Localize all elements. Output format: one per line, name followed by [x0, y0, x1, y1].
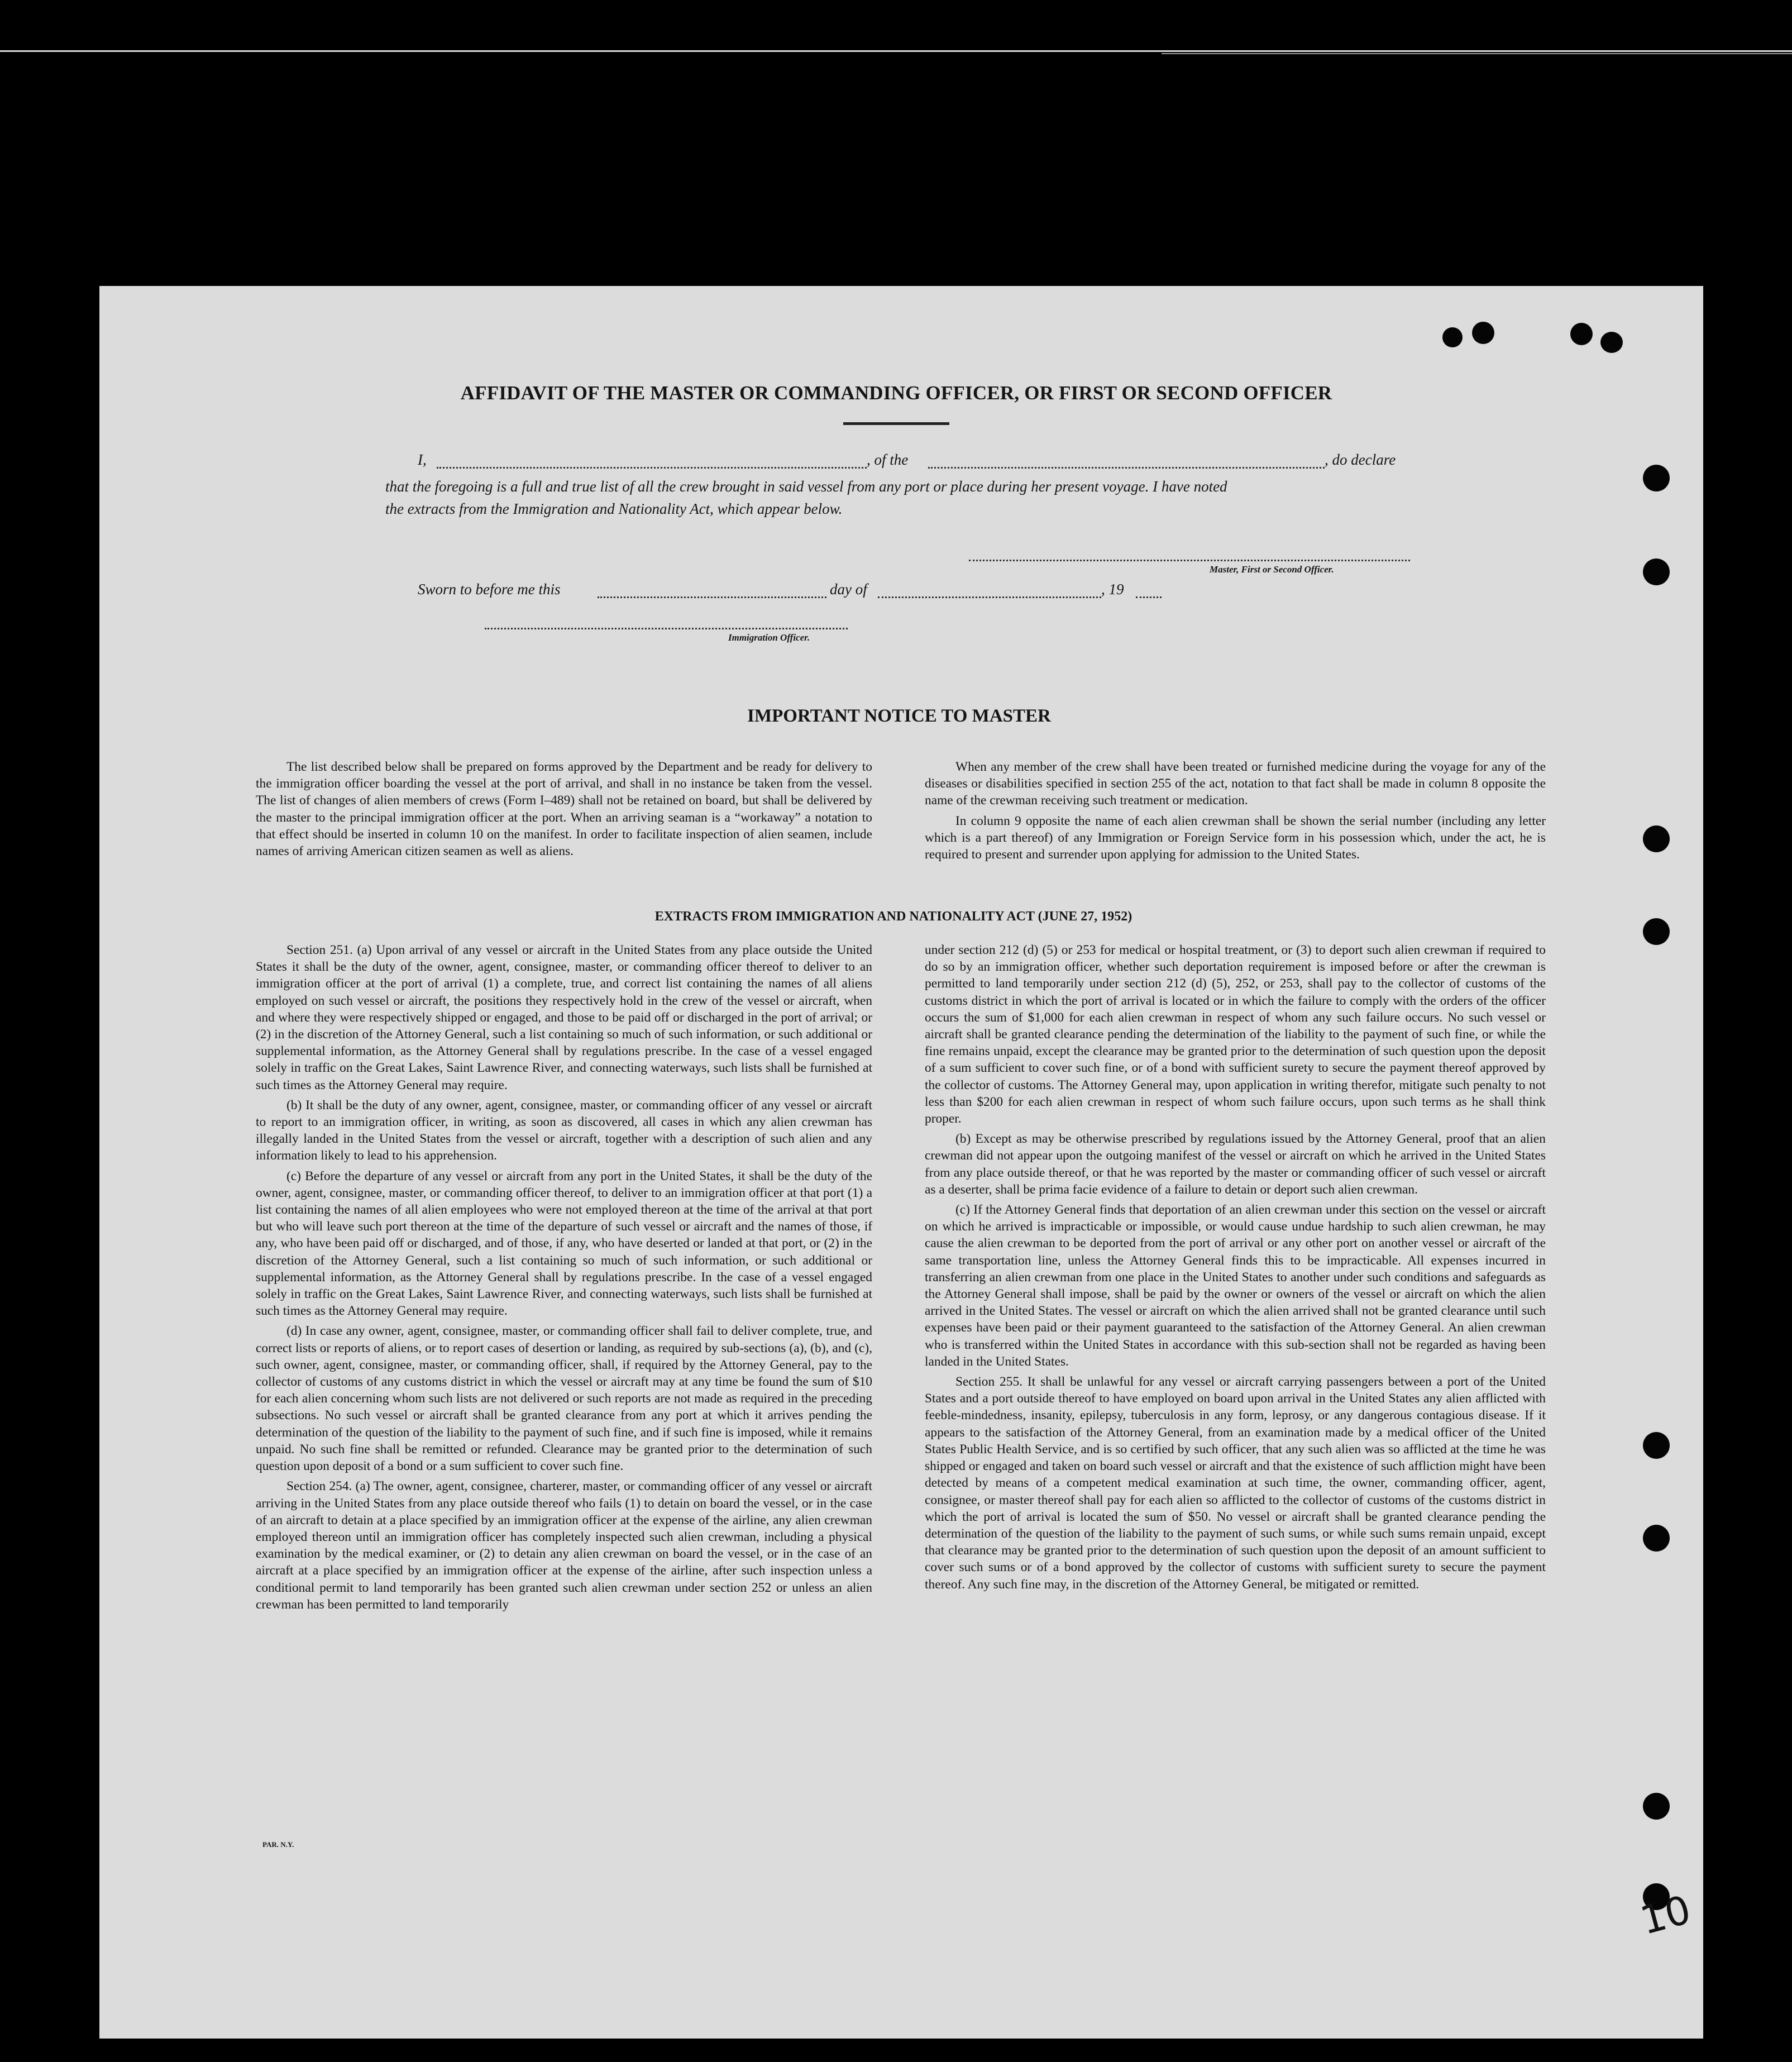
- extracts-left-column: [256, 942, 872, 1616]
- punch-hole: [1643, 1793, 1670, 1820]
- statute-paragraph: under section 212 (d) (5) or 253 for medical or hospital treatment, or (3) to deport such alien crewman if required to do so by an immigration officer, whether such deportation requirement is imposed before or after the crewman is permitted to land temporarily under section 212 (d) (5), 252, or 253, shall pay to the collector of customs of the customs district in which the port of arrival is located or in which the failure to comply with the orders of the officer occurs the sum of $1,000 for each alien crewman in respect of whom any such failure occurs. No such vessel or aircraft shall be granted clearance pending the determination of the liability to the payment of such fine, or while the fine remains unpaid, except the clearance may be granted prior to the determination of such question upon the deposit of a sum sufficient to cover such fine, or of a bond with sufficient surety to secure the payment thereof approved by the collector of customs. The Attorney General may, upon application in writing therefor, mitigate such penalty to not less than $200 for each alien crewman in respect of whom such failure occurs, upon such terms as he shall think proper.: [925, 943, 1546, 1127]
- title-rule: [843, 422, 949, 425]
- ink-blot: [1570, 323, 1593, 345]
- day-of-label: day of: [830, 581, 867, 598]
- notice-paragraph: In column 9 opposite the name of each alien crewman shall be shown the serial number (including any letter which is a part thereof) of any Immigration or Foreign Service form in his possession which, under the act, he is required to present and surrender upon applying for admission to the United States.: [925, 813, 1546, 862]
- notice-title: IMPORTANT NOTICE TO MASTER: [747, 706, 1051, 726]
- sworn-year-field[interactable]: [1136, 596, 1162, 598]
- statute-paragraph: (c) If the Attorney General finds that deportation of an alien crewman under this section on the vessel or aircraft on which he arrived is impracticable or impossible, or would cause undue hardship to such alien crewman, he may cause the alien crewman to be deported from the port of arrival or any other port on another vessel or aircraft of the same transportation line, unless the Attorney General finds this to be impracticable. All expenses incurred in transferring an alien crewman from one place in the United States to another under such conditions and safeguards as the Attorney General shall impose, shall be paid by the owner or owners of the vessel or aircraft on which the alien arrived in the United States. The vessel or aircraft on which the alien arrived shall not be granted clearance until such expenses have been paid or their payment guaranteed to the satisfaction of the Attorney General. An alien crewman who is transferred within the United States in accordance with this sub-section shall not be regarded as having been landed in the United States.: [925, 1202, 1546, 1369]
- ink-blot: [1472, 322, 1494, 344]
- notice-paragraph: When any member of the crew shall have been treated or furnished medicine during the voyage for any of the diseases or disabilities specified in section 255 of the act, notation to that fact shall be made in column 8 opposite the name of the crewman receiving such treatment or medication.: [925, 760, 1546, 808]
- signature-caption: Master, First or Second Officer.: [1210, 564, 1334, 575]
- statute-paragraph: (b) It shall be the duty of any owner, agent, consignee, master, or commanding officer of any vessel or aircraft to report to an immigration officer, in writing, as soon as discovered, all cases in which any alien crewman has illegally landed in the United States from the vessel or aircraft, together with a description of such alien and any information likely to lead to his apprehension.: [256, 1097, 872, 1163]
- officer-signature-field[interactable]: [969, 560, 1410, 561]
- of-the-label: , of the: [867, 451, 909, 468]
- printer-mark: PAR. N.Y.: [262, 1840, 294, 1849]
- year-label: , 19: [1101, 581, 1124, 598]
- punch-hole: [1643, 559, 1670, 585]
- notice-left-column: [256, 758, 872, 863]
- declarant-label: I,: [418, 451, 427, 468]
- declarant-name-field[interactable]: [437, 467, 867, 469]
- ink-blot: [1600, 332, 1623, 353]
- punch-hole: [1643, 918, 1670, 945]
- notice-right-column: [925, 758, 1546, 866]
- declare-label: , do declare: [1325, 451, 1396, 468]
- extracts-right-column: [925, 942, 1546, 1596]
- declaration-line-2: that the foregoing is a full and true list of all the crew brought in said vessel from any port or place during her present voyage. I have noted: [385, 478, 1227, 495]
- notice-paragraph: The list described below shall be prepared on forms approved by the Department and be ready for delivery to the immigration officer boarding the vessel at the port of arrival, and shall in no instance be taken from the vessel. The list of changes of alien members of crews (Form I–489) shall not be retained on board, but shall be delivered by the master to the principal immigration officer at the port. When an arriving seaman is a “workaway” a notation to that effect should be inserted in column 10 on the manifest. In order to facilitate inspection of alien seamen, include names of arriving American citizen seamen as well as aliens.: [256, 760, 872, 859]
- affidavit-title: AFFIDAVIT OF THE MASTER OR COMMANDING OFFICER, OR FIRST OR SECOND OFFICER: [460, 382, 1332, 404]
- statute-paragraph: (c) Before the departure of any vessel or aircraft from any port in the United States, it shall be the duty of the owner, agent, consignee, master, or commanding officer thereof, to deliver to an immigration officer at that port (1) a list containing the names of all alien employees who were not employed thereon at the time of the arrival at that port but who will leave such port thereon at the time of the departure of such vessel or aircraft and the names of those, if any, who have been paid off or discharged, and of those, if any, who have deserted or landed at that port, or (2) in the discretion of the Attorney General, such a list containing so much of such information, or such additional or supplemental information, as the Attorney General shall by regulations prescribe. In the case of a vessel engaged solely in traffic on the Great Lakes, Saint Lawrence River, and connecting waterways, such lists shall be furnished at such times as the Attorney General may require.: [256, 1168, 872, 1319]
- ink-blot: [1442, 327, 1463, 347]
- punch-hole: [1643, 1432, 1670, 1459]
- film-edge-line: [1162, 53, 1792, 54]
- punch-hole: [1643, 465, 1670, 491]
- statute-paragraph: Section 255. It shall be unlawful for any vessel or aircraft carrying passengers between a port of the United States and a port outside thereof to have employed on board upon arrival in the United States any alien afflicted with feeble-mindedness, insanity, epilepsy, tuberculosis in any form, leprosy, or any dangerous contagious disease. If it appears to the satisfaction of the Attorney General, from an examination made by a medical officer of the United States Public Health Service, and is so certified by such officer, that any such alien was so afflicted at the time he was shipped or engaged and taken on board such vessel or aircraft and that the existence of such affliction might have been detected by means of a competent medical examination at such time, the owner, commanding officer, agent, consignee, or master thereof shall pay for each alien so afflicted to the collector of customs of the customs district in which the port of arrival is located the sum of $50. No vessel or aircraft shall be granted clearance pending the determination of the question of the liability to the payment of such sums, or while such sums remain unpaid, except that clearance may be granted prior to the determination of such question upon the deposit of an amount sufficient to cover such sums or of a bond approved by the collector of customs with sufficient surety to secure the payment thereof. Any such fine may, in the discretion of the Attorney General, be mitigated or remitted.: [925, 1374, 1546, 1592]
- vessel-name-field[interactable]: [928, 467, 1325, 469]
- statute-paragraph: (d) In case any owner, agent, consignee, master, or commanding officer shall fail to deliver complete, true, and correct lists or reports of aliens, or to report cases of desertion or landing, as required by sub-sections (a), (b), and (c), such owner, agent, consignee, master, or commanding officer, shall, if required by the Attorney General, pay to the collector of customs of any customs district in which the vessel or aircraft may at any time be found the sum of $10 for each alien concerning whom such lists are not delivered or such reports are not made as required in the preceding subsections. No such vessel or aircraft shall be granted clearance from any port at which it arrives pending the determination of the question of the liability to the payment of such fine, and if such fine is imposed, while it remains unpaid. No such fine shall be remitted or refunded. Clearance may be granted prior to the determination of such question upon deposit of a bond or a sum sufficient to cover such fine.: [256, 1324, 872, 1474]
- declaration-line-3: the extracts from the Immigration and Nationality Act, which appear below.: [385, 500, 843, 517]
- immigration-officer-signature-field[interactable]: [485, 628, 848, 629]
- punch-hole: [1643, 825, 1670, 852]
- sworn-day-field[interactable]: [598, 596, 826, 598]
- handwritten-page-number: 10: [1635, 1886, 1696, 1944]
- statute-paragraph: (b) Except as may be otherwise prescribed by regulations issued by the Attorney General, proof that an alien crewman did not appear upon the outgoing manifest of the vessel or aircraft on which he arrived in the United States from any place outside thereof, or that he was reported by the master or commanding officer of such vessel or aircraft as a deserter, shall be prima facie evidence of a failure to detain or deport such alien crewman.: [925, 1132, 1546, 1197]
- sworn-month-field[interactable]: [878, 596, 1101, 598]
- statute-paragraph: Section 254. (a) The owner, agent, consignee, charterer, master, or commanding officer of any vessel or aircraft arriving in the United States from any place outside thereof who fails (1) to detain on board the vessel, or in the case of an aircraft to detain at a place specified by an immigration officer at the expense of the airline, any alien crewman employed thereon until an immigration officer has completely inspected such alien crewman, including a physical examination by the medical examiner, or (2) to detain any alien crewman on board the vessel, or in the case of an aircraft at a place specified by an immigration officer at the expense of the airline, after such inspection unless a conditional permit to land temporarily has been granted such alien crewman under section 252 or unless an alien crewman has been permitted to land temporarily: [256, 1479, 872, 1612]
- immigration-officer-caption: Immigration Officer.: [728, 632, 810, 643]
- extracts-title: EXTRACTS FROM IMMIGRATION AND NATIONALITY ACT (JUNE 27, 1952): [654, 909, 1132, 924]
- sworn-label: Sworn to before me this: [418, 581, 561, 598]
- punch-hole: [1643, 1525, 1670, 1552]
- statute-paragraph: Section 251. (a) Upon arrival of any vessel or aircraft in the United States from any place outside the United States it shall be the duty of the owner, agent, consignee, master, or commanding officer thereof to deliver to an immigration officer at the port of arrival (1) a complete, true, and correct list containing the names of all aliens employed on such vessel or aircraft, the positions they respectively hold in the crew of the vessel or aircraft, when and where they were respectively shipped or engaged, and those to be paid off or discharged in the port of arrival; or (2) in the discretion of the Attorney General, such a list containing so much of such information, or such additional or supplemental information, as the Attorney General shall by regulations prescribe. In the case of a vessel engaged solely in traffic on the Great Lakes, Saint Lawrence River, and connecting waterways, such lists shall be furnished at such times as the Attorney General may require.: [256, 943, 872, 1092]
- film-edge-line: [0, 50, 1792, 52]
